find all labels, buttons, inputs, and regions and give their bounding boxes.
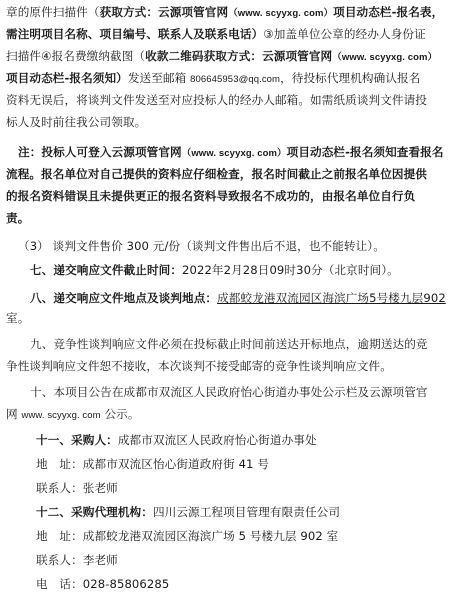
section-7 [30, 260, 399, 280]
text: 注：投标人可登入云源项管官网 [18, 145, 182, 159]
note-line1 [18, 142, 444, 162]
address-value: 成都蛟龙港双流园区海滨广场 5 号楼九层 902 室 [82, 529, 339, 543]
para1-line1 [6, 2, 443, 22]
contact-value: 李老师 [82, 553, 118, 567]
section-label: 十一、采购人： [36, 433, 118, 447]
website-link[interactable]: （www. scyyxg. com） [332, 52, 438, 63]
section-10-line2 [6, 404, 140, 424]
para1-line3 [6, 46, 437, 66]
text: 发送至邮箱 [127, 71, 191, 85]
email-link[interactable]: 806645953@qq.com [190, 74, 281, 85]
para1-line4 [6, 68, 420, 88]
field-label: 联系人： [36, 553, 83, 567]
field-label: 电 话： [36, 577, 83, 591]
text: 需注明项目名称、项目编号、联系人及联系电话） [6, 27, 264, 41]
section-11 [36, 430, 317, 450]
address-value: 成都市双流区怡心街道政府街 41 号 [82, 457, 270, 471]
section-12-contact [36, 550, 118, 570]
agency-name: 四川云源工程项目管理有限责任公司 [152, 505, 341, 519]
text: 章的原件扫描件（ [6, 5, 100, 19]
note-line4: 责。 [6, 211, 30, 225]
text: 项目动态栏-报名表， [333, 5, 444, 19]
section-12-address [36, 526, 338, 546]
section-label: 十二、采购代理机构： [36, 505, 153, 519]
purchaser-name: 成都市双流区人民政府怡心街道办事处 [117, 433, 317, 447]
note-line3: 的报名资料错误且未提供更正的报名资料导致报名不成功的，由报名单位自行负 [6, 189, 416, 203]
section-12-phone [36, 574, 169, 594]
field-label: 地 址： [36, 529, 83, 543]
section-9-line1 [30, 334, 428, 354]
text: 获取方式：云源项管官网 [99, 5, 229, 19]
text: ，待投标代理机构确认报名 [280, 71, 421, 85]
website-link[interactable]: www. scyyxg. com [21, 410, 101, 421]
para1-line6: 标人及时前往我公司领取。 [6, 115, 147, 129]
text: 扫描件④报名费缴纳截图（ [6, 49, 146, 63]
website-link[interactable]: （www. scyyxg. com） [181, 148, 287, 159]
section-8-tail: 室。 [6, 311, 30, 325]
location-value: 成都蛟龙港双流园区海滨广场5号楼九层902 [217, 291, 446, 305]
website-link[interactable]: （www. scyyxg. com） [228, 8, 334, 19]
section-11-contact [36, 478, 118, 498]
text: 项目动态栏-报名须知） [6, 71, 128, 85]
section-11-address [36, 454, 269, 474]
text: 网 [6, 407, 22, 421]
section-label: 八、递交响应文件地点及谈判地点： [30, 291, 218, 305]
field-label: 联系人： [36, 481, 83, 495]
text: ③加盖单位公章的经办人身份证 [263, 27, 426, 41]
para1-line2 [6, 24, 426, 44]
text: 九、竞争性谈判响应文件必须在投标截止时间前送达开标地点，逾期送达的竞 [30, 337, 428, 351]
contact-value: 张老师 [82, 481, 118, 495]
section-8 [30, 288, 446, 308]
section-12 [36, 502, 340, 522]
phone-value: 028-85806285 [82, 577, 170, 591]
note-line2: 流程。报名单位对自己提供的资料应仔细检查，报名时间截止之前报名单位因提供 [6, 167, 427, 181]
deadline-value: 2022年2月28日09时30分（北京时间）。 [182, 263, 399, 277]
field-label: 地 址： [36, 457, 83, 471]
text: 收款二维码获取方式：云源项管官网 [145, 49, 333, 63]
text: 公示。 [100, 407, 140, 421]
text: 项目动态栏-报名须知查看报名 [286, 145, 444, 159]
price-line: （3） 谈判文件售价 300 元/份（谈判文件售出后不退，也不能转让）。 [18, 239, 385, 253]
para1-line5: 资料无误后，将谈判文件发送至对应投标人的经办人邮箱。如需纸质谈判文件请投 [6, 93, 427, 107]
section-10-line1: 十、本项目公告在成都市双流区人民政府怡心街道办事处公示栏及云源项管官 [30, 385, 428, 399]
section-label: 七、递交响应文件截止时间： [30, 263, 183, 277]
section-9-line2: 争性谈判响应文件恕不接收，本次谈判不接受邮寄的竞争性谈判响应文件。 [6, 359, 392, 373]
